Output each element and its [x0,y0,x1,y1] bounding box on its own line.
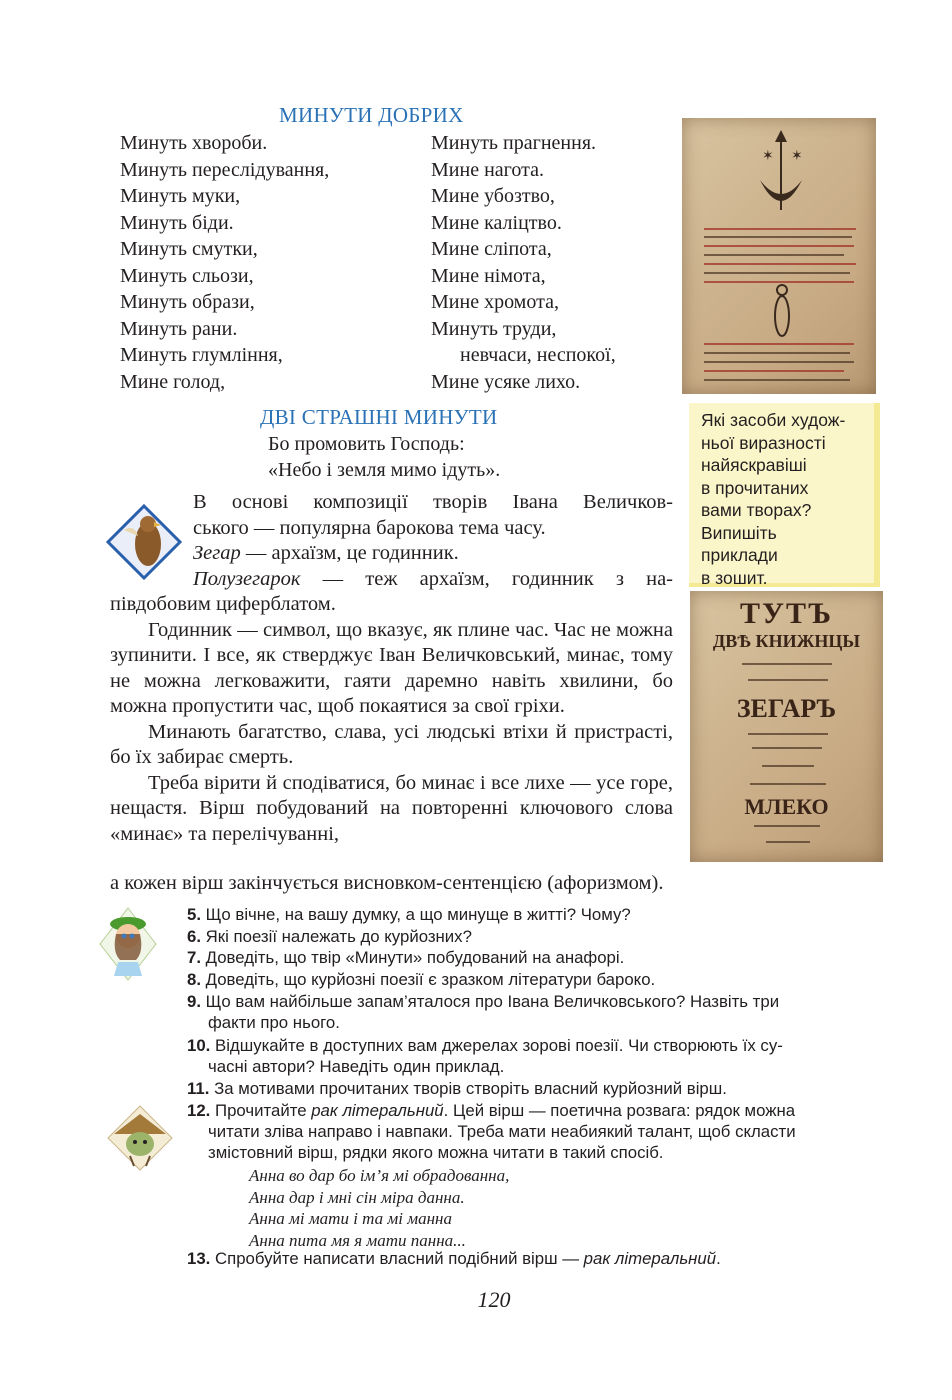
paragraph: Годинник — символ, що вказує, як плине час. Час не можна зупинити. І все, як стверджує Іван Величковський, минає, тому не можна легковажити, гаяти даремно навіть хвилини, бо можна пропустити час, щоб покаятися за свої гріхи. [110,618,673,717]
poem-line: Мине голод, [120,370,226,393]
poem-line: Минуть біди. [120,211,234,234]
callout-line: ньої виразності [701,432,826,453]
svg-text:✶: ✶ [762,148,774,164]
page-number: 120 [477,1287,511,1312]
poem-line: Минуть муки, [120,185,241,207]
question-12: 12. Прочитайте рак літеральний. Цей вірш — поетична розвага: рядок можна читати зліва направо і навпаки. Треба мати неабиякий талант, щоб скласти змістовний вірш, рядки якого можна читати в такий спосіб. [187,1101,796,1163]
question-13: 13. Спробуйте написати власний подібний вірш — рак літеральний. [187,1249,721,1268]
poem-line: Мине німота, [431,264,546,287]
paragraph: півдобовим циферблатом. [110,593,336,615]
callout-line: Випишіть [701,522,777,543]
paragraph: ського — популярна барокова тема часу. [193,516,546,539]
question-6: 6. Які поезії належать до курйозних? [187,927,472,946]
example-line: Анна дар і мні сін міра данна. [249,1187,465,1207]
manuscript-image-zegar [690,591,883,862]
poem-right-column [431,130,616,395]
question-7: 7. Доведіть, що твір «Минути» побудований на анафорі. [187,948,625,967]
poem-line: Мине усяке лихо. [431,370,581,393]
definition: — архаїзм, це годинник. [240,542,459,564]
question-11: 11. За мотивами прочитаних творів створіть власний курйозний вірш. [187,1079,727,1098]
poem-line: невчаси, неспокої, [460,344,616,366]
poem-line: Мине сліпота, [431,238,552,260]
question-5: 5. Що вічне, на вашу думку, а що минуще в житті? Чому? [187,905,631,924]
girl-wreath-icon [98,906,158,982]
poem-line: Минуть глумління, [120,344,283,366]
manuscript-zegar: ЗЕГАРЪ [736,694,837,723]
paragraph-last-line: а кожен вірш закінчується висновком-сентенцією (афоризмом). [110,872,664,894]
poem-title-minuty-dobrykh: МИНУТИ ДОБРИХ [279,103,464,127]
manuscript-subtitle: ДВѢ КНИЖНЦЫ [712,631,861,651]
straw-hat-creature-icon [106,1104,174,1172]
poem-line: Мине нагота. [431,158,544,181]
example-line: Анна мі мати і та мі манна [249,1209,452,1229]
poem-line: Минуть образи, [120,291,255,313]
question-10: 10. Відшукайте в доступних вам джерелах зорові поезії. Чи створюють їх су- часні автори? Наведіть один приклад. [187,1036,783,1077]
poem-line: Минуть переслідування, [120,158,330,181]
poem-line: Минуть труди, [431,317,557,340]
poem-line: «Небо і земля мимо ідуть». [268,459,501,481]
paragraph: Минають багатство, слава, усі людські втіхи й пристрасті, бо їх забирає смерть. [110,720,673,768]
poem-line: Мине каліцтво. [431,211,562,234]
example-line: Анна во дар бо ім’я мі обрадованна, [249,1166,510,1185]
manuscript-image-minuty [682,118,876,394]
callout-line: вами творах? [701,500,812,520]
callout-line: в зошит. [701,567,768,588]
question-9: 9. Що вам найбільше запам’яталося про Івана Величковського? Назвіть три факти про нього. [187,992,780,1033]
callout-line: Які засоби худож- [701,410,846,430]
poem-line: Мине убозтво, [431,185,555,207]
poem-line: Минуть прагнення. [431,132,597,154]
poem-line: Минуть смутки, [120,238,258,260]
example-line: Анна пита мя я мати панна... [249,1231,466,1251]
poem-line: Минуть хвороби. [120,132,268,154]
rak-literalnyi-example [249,1165,509,1252]
svg-text:✶: ✶ [791,148,803,164]
paragraph: Треба вірити й сподіватися, бо минає і все лихе — усе горе, нещастя. Вірш побудований на повторенні ключового слова «минає» та перелічуванні, [110,771,673,845]
poem-line: Мине хромота, [431,291,559,313]
manuscript-title: ТУТЪ [740,597,833,630]
poem-line: Бо промовить Господь: [268,433,465,455]
term: Полузегарок [193,567,301,590]
poem-title-dvi-strashni-minuty: ДВІ СТРАШНІ МИНУТИ [260,405,498,429]
callout-line: приклади [701,545,778,565]
paragraph-poluzegarok [110,567,673,593]
callout-line: найяскравіші [701,455,807,475]
poem-line: Минуть рани. [120,317,238,340]
paragraph: В основі композиції творів Івана Величков- [193,491,673,513]
poem-left-column [120,130,329,395]
callout-line: в прочитаних [701,477,809,498]
paragraph-zegar [110,541,673,567]
question-8: 8. Доведіть, що курйозні поезії є зразком літератури бароко. [187,970,656,989]
callout-question-box [689,403,880,587]
poem-line: Минуть сльози, [120,264,254,287]
definition: — теж архаїзм, годинник з на- [300,567,673,590]
main-text [110,490,673,847]
term: Зегар [193,542,241,564]
manuscript-mleko: МЛЕКО [744,794,829,819]
poem2-lines [268,431,500,483]
